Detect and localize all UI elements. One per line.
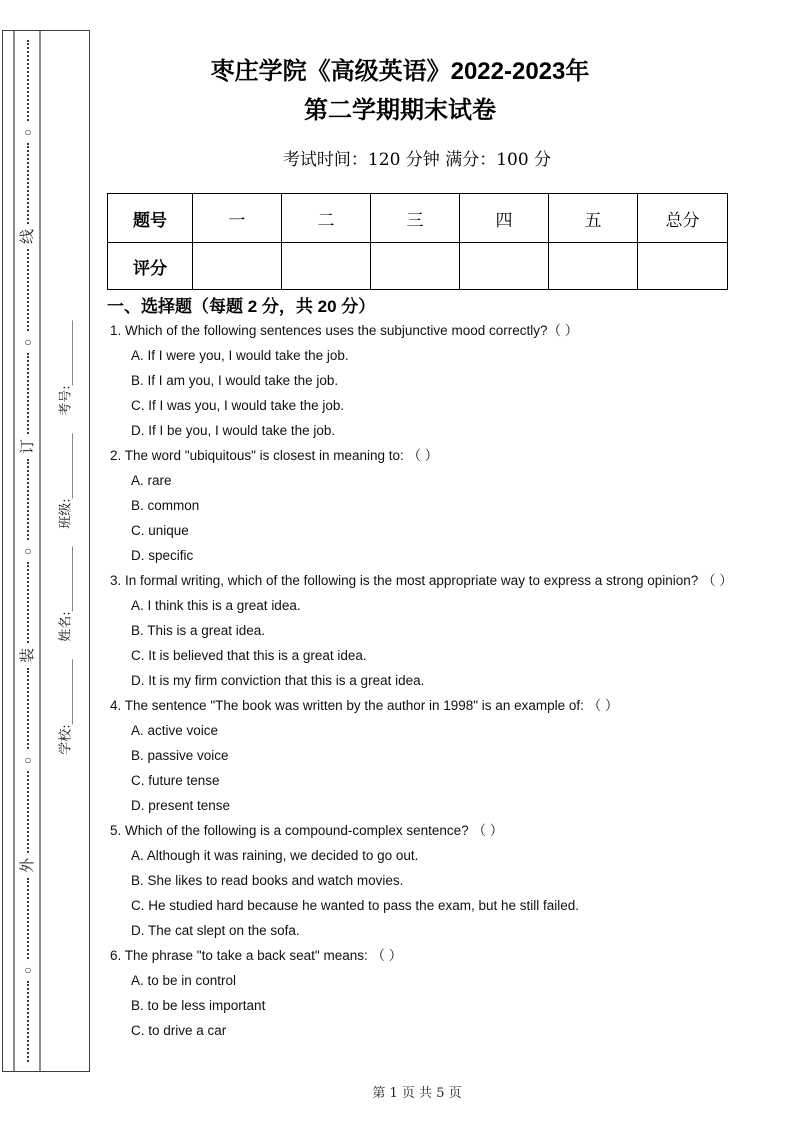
binding-column-line-left: [13, 31, 15, 1071]
binding-dotted-segment: [27, 40, 29, 121]
score-cell: [371, 243, 460, 290]
score-cell: [460, 243, 549, 290]
binding-circle-mark: ○: [24, 544, 32, 559]
question-text: 5. Which of the following is a compound-complex sentence? （ ）: [110, 823, 504, 838]
section-one-heading: 一、选择题（每题 2 分，共 20 分）: [107, 297, 376, 316]
score-table-column-label: 一: [193, 194, 282, 243]
student-info-field-label: 学校:__________: [58, 658, 74, 755]
score-table-column-label: 二: [282, 194, 371, 243]
option-text: C. to drive a car: [131, 1023, 227, 1038]
option-text: A. If I were you, I would take the job.: [131, 348, 349, 363]
option-text: D. It is my firm conviction that this is a great idea.: [131, 673, 425, 688]
binding-dotted-segment: [27, 353, 29, 434]
binding-line-char: 外: [18, 857, 37, 873]
student-info-field: [42, 537, 86, 650]
score-table-body: [108, 194, 728, 290]
option-text: D. If I be you, I would take the job.: [131, 423, 336, 438]
binding-circle-mark: ○: [24, 962, 32, 977]
binding-dotted-segment: [27, 459, 29, 540]
exam-info: 考试时间：120 分钟 满分：100 分: [282, 150, 552, 170]
exam-title-line2: 第二学期期末试卷: [304, 97, 496, 124]
score-cell: [193, 243, 282, 290]
binding-line-char: 装: [18, 648, 37, 664]
score-table-column-label: 五: [549, 194, 638, 243]
student-info-field-label: 班级:__________: [58, 432, 74, 529]
score-table: [107, 193, 728, 290]
binding-dotted-segment: [27, 878, 29, 959]
binding-dotted-segment: [27, 143, 29, 224]
binding-line-char: 线: [18, 229, 37, 245]
binding-line-char: 订: [18, 438, 37, 454]
binding-dotted-segment: [27, 249, 29, 330]
binding-dotted-segment: [27, 771, 29, 852]
score-table-column-label: 总分: [638, 194, 728, 243]
binding-dotted-segment: [27, 668, 29, 749]
question-text: 3. In formal writing, which of the following is the most appropriate way to express a strong opinion? （ ）: [110, 573, 733, 588]
option-text: A. Although it was raining, we decided to go out.: [131, 848, 419, 863]
option-text: D. The cat slept on the sofa.: [131, 923, 300, 938]
option-text: C. unique: [131, 523, 189, 538]
binding-circle-mark: ○: [24, 334, 32, 349]
score-table-score-row: [108, 243, 728, 290]
option-text: A. I think this is a great idea.: [131, 598, 301, 613]
binding-line-strip: [16, 36, 40, 1066]
binding-circle-mark: ○: [24, 753, 32, 768]
score-cell: [549, 243, 638, 290]
option-text: B. She likes to read books and watch movies.: [131, 873, 404, 888]
option-text: A. to be in control: [131, 973, 237, 988]
score-cell: [282, 243, 371, 290]
option-text: B. common: [131, 498, 200, 513]
binding-dotted-segment: [27, 562, 29, 643]
score-cell: [638, 243, 728, 290]
score-table-column-label: 三: [371, 194, 460, 243]
option-text: B. This is a great idea.: [131, 623, 266, 638]
option-text: C. It is believed that this is a great idea.: [131, 648, 367, 663]
option-text: A. rare: [131, 473, 172, 488]
content-area: [107, 0, 733, 1122]
option-text: C. future tense: [131, 773, 220, 788]
option-text: B. passive voice: [131, 748, 229, 763]
score-table-header-label: 题号: [108, 194, 193, 243]
binding-dotted-segment: [27, 981, 29, 1062]
option-text: C. He studied hard because he wanted to pass the exam, but he still failed.: [131, 898, 580, 913]
option-text: B. to be less important: [131, 998, 266, 1013]
student-info-field-label: 考号:__________: [58, 319, 74, 416]
option-text: D. specific: [131, 548, 194, 563]
question-text: 2. The word "ubiquitous" is closest in meaning to: （ ）: [110, 448, 439, 463]
binding-circle-mark: ○: [24, 125, 32, 140]
binding-margin-box: [2, 30, 90, 1072]
question-list: [110, 318, 733, 1043]
question-text: 1. Which of the following sentences uses the subjunctive mood correctly?（ ）: [110, 323, 579, 338]
score-table-header-row: [108, 194, 728, 243]
student-info-field-label: 姓名:__________: [58, 545, 74, 642]
student-info-fields: [42, 311, 86, 763]
student-info-field: [42, 311, 86, 424]
question-text: 4. The sentence "The book was written by the author in 1998" is an example of: （ ）: [110, 698, 619, 713]
exam-title-line1: 枣庄学院《高级英语》2022-2023年: [210, 58, 590, 85]
option-text: B. If I am you, I would take the job.: [131, 373, 339, 388]
option-text: A. active voice: [131, 723, 219, 738]
option-text: C. If I was you, I would take the job.: [131, 398, 345, 413]
option-text: D. present tense: [131, 798, 231, 813]
question-text: 6. The phrase "to take a back seat" means: （ ）: [110, 948, 403, 963]
student-info-field: [42, 650, 86, 763]
score-table-column-label: 四: [460, 194, 549, 243]
page-footer: 第 1 页 共 5 页: [372, 1086, 462, 1101]
score-row-label: 评分: [108, 243, 193, 290]
student-info-field: [42, 424, 86, 537]
